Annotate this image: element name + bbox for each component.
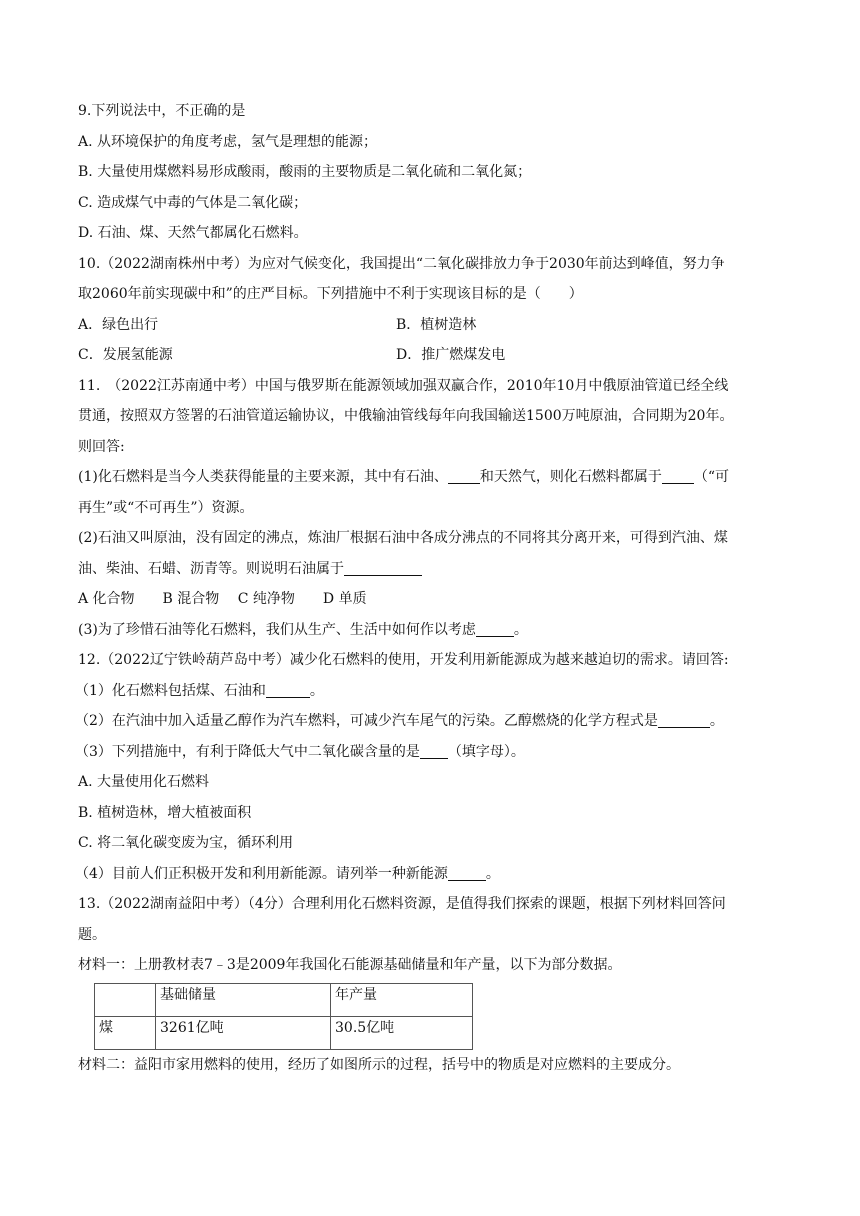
table-row [95, 1016, 473, 1049]
answer-blank[interactable] [658, 713, 710, 728]
table-cell: 3261亿吨 [156, 1016, 331, 1049]
q12-part1-end: 。 [309, 682, 324, 699]
answer-blank[interactable] [420, 744, 448, 759]
q12-part2-text: （2）在汽油中加入适量乙醇作为汽车燃料，可减少汽车尾气的污染。乙醇燃烧的化学方程式是 [75, 713, 658, 729]
q12-part2 [75, 706, 788, 737]
answer-blank[interactable] [266, 683, 310, 698]
q13-material1: 材料一：上册教材表7﹣3是2009年我国化石能源基础储量和年产量，以下为部分数据。 [78, 957, 622, 973]
q10-option-d: D．推广燃煤发电 [396, 347, 506, 363]
worksheet-page [75, 96, 788, 1080]
table-header-row [95, 983, 473, 1016]
fossil-energy-table [94, 983, 473, 1050]
q11-stem-line3: 则回答: [78, 438, 125, 455]
q9-option-b: B. 大量使用煤燃料易形成酸雨，酸雨的主要物质是二氧化硫和二氧化氮； [78, 164, 532, 180]
q12-part3-text: （3）下列措施中，有利于降低大气中二氧化碳含量的是 [75, 743, 420, 760]
table-header-cell: 年产量 [331, 983, 473, 1016]
answer-blank[interactable] [476, 622, 514, 637]
q12-part4-end: 。 [485, 865, 500, 882]
q11-part1-text-b: 和天然气，则化石燃料都属于 [479, 469, 662, 485]
q12-part4-text: （4）目前人们正积极开发和利用新能源。请列举一种新能源 [75, 865, 448, 882]
q10-option-b: B．植树造林 [396, 316, 477, 333]
q10-options-row2 [78, 340, 788, 371]
q11-part2-line1: (2)石油又叫原油，没有固定的沸点，炼油厂根据石油中各成分沸点的不同将其分离开来，可得到汽油、煤 [78, 530, 728, 546]
q13-stem-line1: 13.（2022湖南益阳中考）（4分）合理利用化石燃料资源，是值得我们探索的课题，根据下列材料回答问 [78, 896, 726, 912]
q12-part3 [75, 737, 788, 768]
q11-part1-line2: 再生”或“不可再生”）资源。 [78, 499, 254, 516]
q12-part2-end: 。 [709, 713, 724, 729]
q9-stem: 9.下列说法中，不正确的是 [78, 103, 246, 119]
q10-options-row1 [78, 310, 788, 341]
q11-part1-text-a: (1)化石燃料是当今人类获得能量的主要来源，其中有石油、 [78, 469, 448, 485]
q11-part2-line2 [78, 554, 788, 585]
table-cell: 煤 [95, 1016, 156, 1049]
answer-blank[interactable] [448, 866, 486, 881]
q9-option-c: C. 造成煤气中毒的气体是二氧化碳； [78, 194, 308, 211]
q11-part3-end: 。 [513, 621, 528, 638]
q11-part3 [78, 615, 788, 646]
table-header-cell [95, 983, 156, 1016]
q9-option-a: A. 从环境保护的角度考虑，氢气是理想的能源； [78, 133, 378, 150]
q11-part3-text: (3)为了珍惜石油等化石燃料，我们从生产、生活中如何作以考虑 [78, 621, 476, 638]
table-header-cell: 基础储量 [156, 983, 331, 1016]
q12-option-b: B. 植树造林，增大植被面积 [78, 804, 252, 821]
q10-stem-line2: 取2060年前实现碳中和”的庄严目标。下列措施中不利于实现该目标的是（ ） [78, 286, 583, 302]
q11-stem-line1: 11. （2022江苏南通中考）中国与俄罗斯在能源领域加强双赢合作，2010年10月中俄原油管道已经全线 [78, 377, 729, 394]
q12-option-c: C. 将二氧化碳变废为宝，循环利用 [78, 835, 294, 851]
answer-blank[interactable] [448, 469, 480, 484]
q10-option-a: A．绿色出行 [78, 316, 159, 333]
q10-option-c: C．发展氢能源 [78, 347, 173, 363]
q11-part1-line1 [78, 462, 788, 493]
q12-part1-text: （1）化石燃料包括煤、石油和 [75, 682, 266, 699]
q12-part4 [75, 859, 788, 890]
q12-option-a: A. 大量使用化石燃料 [78, 774, 210, 790]
q12-stem: 12.（2022辽宁铁岭葫芦岛中考）减少化石燃料的使用，开发利用新能源成为越来越迫切的需求。请回答: [78, 652, 729, 668]
q10-stem-line1: 10.（2022湖南株州中考）为应对气候变化，我国提出“二氧化碳排放力争于2030年前达到峰值，努力争 [78, 255, 725, 272]
q13-stem-line2: 题。 [78, 926, 106, 943]
q12-part1 [75, 676, 788, 707]
q9-option-d: D. 石油、煤、天然气都属化石燃料。 [78, 225, 308, 241]
q11-stem-line2: 贯通，按照双方签署的石油管道运输协议，中俄输油管线每年向我国输送1500万吨原油，合同期为20年。 [78, 408, 734, 424]
q13-material2: 材料二：益阳市家用燃料的使用，经历了如图所示的过程，括号中的物质是对应燃料的主要成分。 [78, 1056, 680, 1073]
q11-part1-text-c: （“可 [693, 469, 730, 485]
q12-part3-end: （填字母）。 [447, 743, 525, 760]
q11-part2-options: A 化合物 B 混合物 C 纯净物 D 单质 [78, 591, 367, 607]
table-cell: 30.5亿吨 [331, 1016, 473, 1049]
answer-blank[interactable] [344, 561, 422, 576]
q11-part2-text: 油、柴油、石蜡、沥青等。则说明石油属于 [78, 560, 344, 577]
answer-blank[interactable] [662, 469, 694, 484]
